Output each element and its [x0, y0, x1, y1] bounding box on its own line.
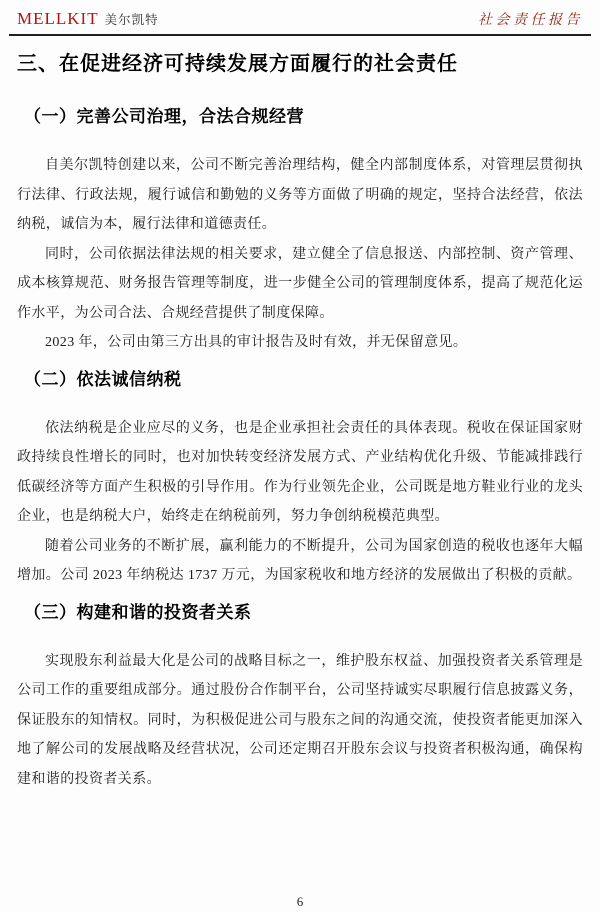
section-2-paragraph-1: 依法纳税是企业应尽的义务，也是企业承担社会责任的具体表现。税收在保证国家财政持续良性增长的同时，也对加快转变经济发展方式、产业结构优化升级、节能减排践行低碳经济等方面产生积极的引导作用。作为行业领先企业，公司既是地方鞋业行业的龙头企业，也是纳税大户，始终走在纳税前列，努力争创纳税模范典型。 [17, 420, 583, 524]
section-1-paragraph-3: 2023 年，公司由第三方出具的审计报告及时有效，并无保留意见。 [45, 335, 468, 350]
page-title: 三、在促进经济可持续发展方面履行的社会责任 [17, 53, 458, 75]
brand-name-chinese: 美尔凯特 [104, 13, 159, 27]
document-title: 社会责任报告 [478, 13, 583, 28]
brand [17, 9, 159, 29]
section-1-heading: （一）完善公司治理，合法合规经营 [24, 107, 304, 126]
section-3-paragraph-1: 实现股东利益最大化是公司的战略目标之一，维护股东权益、加强投资者关系管理是公司工作的重要组成部分。通过股份合作制平台，公司坚持诚实尽职履行信息披露义务，保证股东的知情权。同时，为积极促进公司与股东之间的沟通交流，使投资者能更加深入地了解公司的发展战略及经营状况，公司还定期召开股东会议与投资者积极沟通，确保构建和谐的投资者关系。 [17, 653, 583, 787]
page-header [0, 0, 600, 29]
section-2-heading: （二）依法诚信纳税 [24, 369, 182, 389]
section-corporate-governance [0, 105, 600, 358]
section-1-paragraph-2: 同时，公司依据法律法规的相关要求，建立健全了信息报送、内部控制、资产管理、成本核算规范、财务报告管理等制度，进一步健全公司的管理制度体系，提高了规范化运作水平，为公司合法、合规经营提供了制度保障。 [17, 246, 583, 321]
header-divider [9, 34, 591, 36]
section-3-heading: （三）构建和谐的投资者关系 [24, 602, 252, 622]
page-number: 6 [296, 894, 304, 909]
section-tax-compliance [0, 368, 600, 591]
section-1-paragraph-1: 自美尔凯特创建以来，公司不断完善治理结构，健全内部制度体系，对管理层贯彻执行法律、行政法规，履行诚信和勤勉的义务等方面做了明确的规定，坚持合法经营，依法纳税，诚信为本，履行法律和道德责任。 [17, 158, 583, 232]
section-investor-relations [0, 601, 600, 795]
brand-logo-text: MELLKIT [17, 9, 99, 28]
section-2-paragraph-2: 随着公司业务的不断扩展，赢利能力的不断提升，公司为国家创造的税收也逐年大幅增加。公司 2023 年纳税达 1737 万元，为国家税收和地方经济的发展做出了积极的贡献。 [17, 538, 583, 583]
page-footer [0, 894, 600, 912]
